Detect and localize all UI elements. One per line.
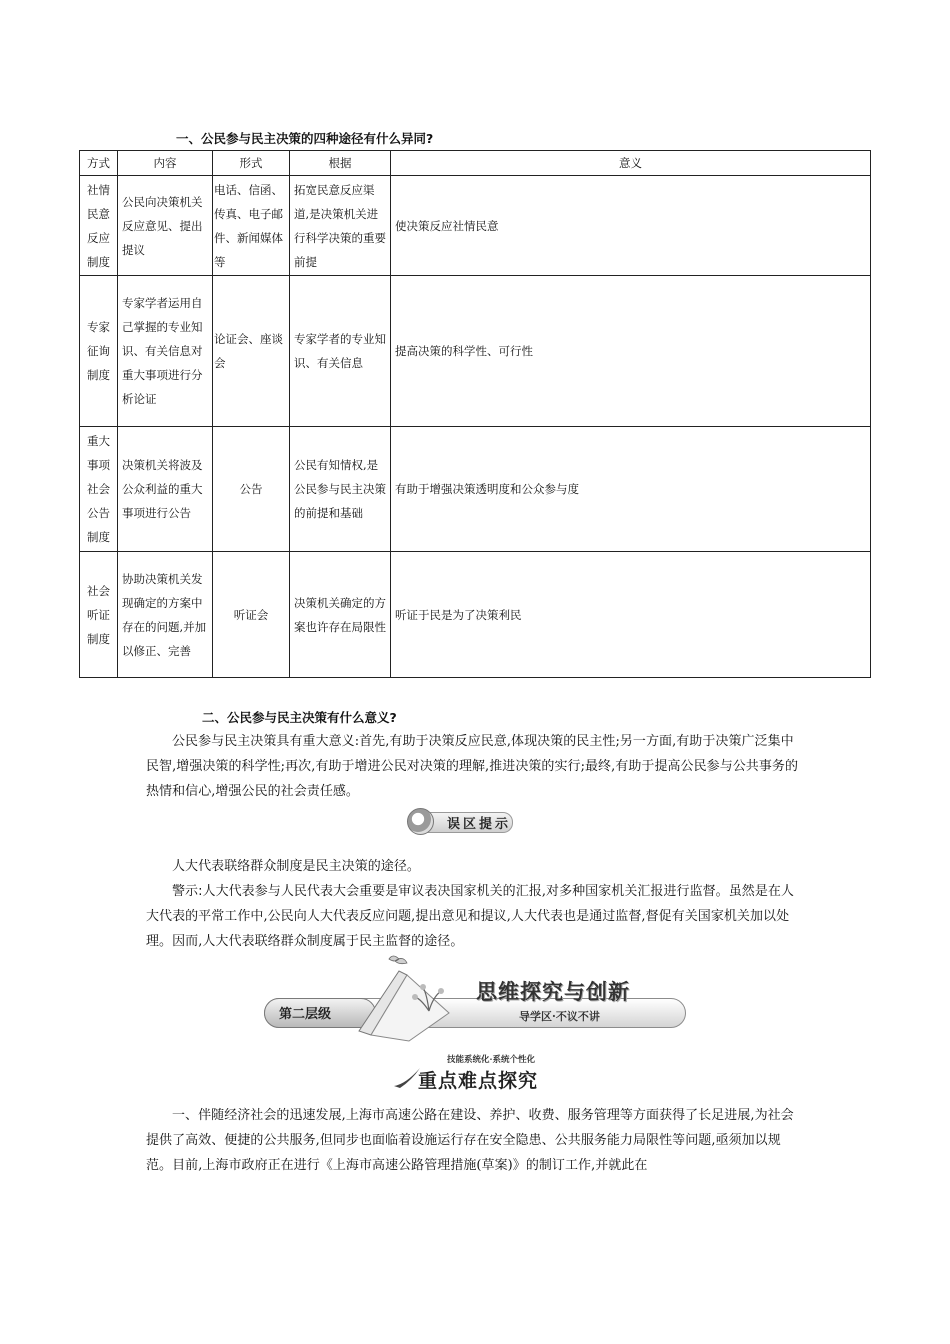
level-label: 第二层级 (279, 1007, 332, 1022)
comparison-table (79, 150, 871, 678)
cell-way: 社会听证制度 (80, 552, 118, 678)
misconception-statement: 人大代表联络群众制度是民主决策的途径。 (172, 859, 420, 874)
warning-text: 人大代表参与人民代表大会重要是审议表决国家机关的汇报,对多种国家机关汇报进行监督。虽然是在人大代表的平常工作中,公民向人大代表反应问题,提出意见和提议,人大代表也是通过监督,督促有关国家机关加以处理。因而,人大代表联络群众制度属于民主监督的途径。 (146, 884, 794, 949)
table-row (80, 427, 871, 552)
banner-subtitle: 导学区·不议不讲 (519, 1010, 600, 1023)
header-content: 内容 (118, 151, 213, 176)
cell-form: 公告 (213, 427, 290, 552)
badge-dot-icon (407, 808, 434, 835)
cell-way: 专家征询制度 (80, 276, 118, 427)
keypoints-paragraph: 一、伴随经济社会的迅速发展,上海市高速公路在建设、养护、收费、服务管理等方面获得了长足进展,为社会提供了高效、便捷的公共服务,但同步也面临着设施运行存在安全隐患、公共服务能力局限性等问题,亟须加以规范。目前,上海市政府正在进行《上海市高速公路管理措施(草案)》的制订工作,并就此在 (146, 1108, 794, 1173)
header-basis: 根据 (290, 151, 391, 176)
cell-basis: 公民有知情权,是公民参与民主决策的前提和基础 (290, 427, 391, 552)
warning-label: 警示: (172, 884, 203, 899)
table-row (80, 276, 871, 427)
cell-form: 论证会、座谈会 (213, 276, 290, 427)
cell-form: 电话、信函、传真、电子邮件、新闻媒体等 (213, 176, 290, 276)
header-form: 形式 (213, 151, 290, 176)
section2-heading: 二、公民参与民主决策有什么意义? (202, 710, 397, 725)
cell-way: 社情民意反应制度 (80, 176, 118, 276)
banner-title: 思维探究与创新 (476, 980, 630, 1004)
cell-way: 重大事项社会公告制度 (80, 427, 118, 552)
cell-meaning: 提高决策的科学性、可行性 (391, 276, 871, 427)
open-book-icon (349, 953, 459, 1043)
header-way: 方式 (80, 151, 118, 176)
cell-meaning: 使决策反应社情民意 (391, 176, 871, 276)
cell-basis: 拓宽民意反应渠道,是决策机关进行科学决策的重要前提 (290, 176, 391, 276)
keypoints-tagline: 技能系统化·系统个性化 (447, 1055, 535, 1065)
table-row (80, 552, 871, 678)
section1-heading: 一、公民参与民主决策的四种途径有什么异同? (176, 131, 434, 146)
level-banner (264, 953, 689, 1043)
cell-meaning: 听证于民是为了决策利民 (391, 552, 871, 678)
cell-content: 决策机关将波及公众利益的重大事项进行公告 (118, 427, 213, 552)
section2-paragraph: 公民参与民主决策具有重大意义:首先,有助于决策反应民意,体现决策的民主性;另一方面,有助于决策广泛集中民智,增强决策的科学性;再次,有助于增进公民对决策的理解,推进决策的实行;最终,有助于提高公民参与公共事务的热情和信心,增强公民的社会责任感。 (146, 734, 798, 799)
keypoints-title: 重点难点探究 (418, 1070, 539, 1092)
cell-basis: 决策机关确定的方案也许存在局限性 (290, 552, 391, 678)
cell-form: 听证会 (213, 552, 290, 678)
cell-content: 协助决策机关发现确定的方案中存在的问题,并加以修正、完善 (118, 552, 213, 678)
header-meaning: 意义 (391, 151, 871, 176)
cell-content: 公民向决策机关反应意见、提出提议 (118, 176, 213, 276)
cell-meaning: 有助于增强决策透明度和公众参与度 (391, 427, 871, 552)
table-row (80, 176, 871, 276)
misconception-label: 误区提示 (447, 817, 512, 832)
cell-content: 专家学者运用自己掌握的专业知识、有关信息对重大事项进行分析论证 (118, 276, 213, 427)
misconception-warning (146, 879, 806, 954)
misconception-badge (407, 808, 513, 835)
table-header-row (80, 151, 871, 176)
cell-basis: 专家学者的专业知识、有关信息 (290, 276, 391, 427)
